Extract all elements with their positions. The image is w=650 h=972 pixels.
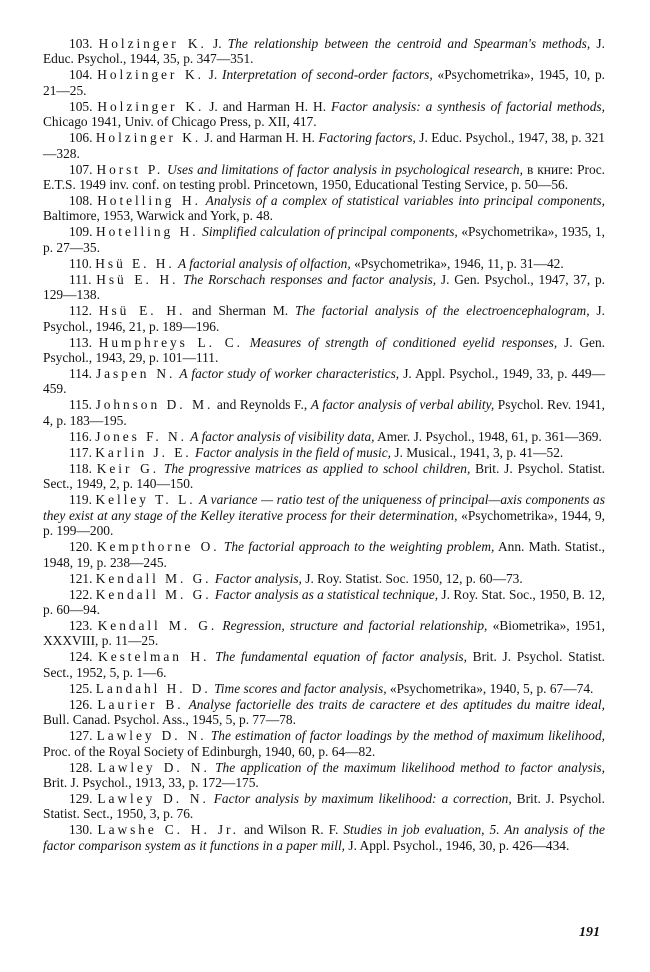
entry-title: A factorial analysis of olfaction, xyxy=(178,255,351,271)
entry-title: Factor analysis in the field of music, xyxy=(195,444,392,460)
entry-source: Psychol. Rev. 1941, 4, p. 183—195. xyxy=(43,397,605,428)
entry-title: The application of the maximum likelihood method to factor analysis, xyxy=(215,759,605,775)
entry-title: Factor analysis by maximum likelihood: a correction, xyxy=(213,790,512,806)
bibliography-entry xyxy=(43,272,605,303)
entry-title: The factorial analysis of the electroencephalogram, xyxy=(294,303,590,319)
entry-number: 121. xyxy=(69,570,93,586)
entry-number: 116. xyxy=(69,428,92,444)
entry-source: Brit. J. Psychol. Statist. Sect., 1949, 2, p. 140—150. xyxy=(43,460,605,492)
bibliography-entry xyxy=(43,303,605,334)
entry-author: Hsü E. H. xyxy=(96,271,179,287)
entry-title: Analysis of a complex of statistical variables into principal components, xyxy=(205,193,605,209)
entry-author: Humphreys L. C. xyxy=(98,334,243,350)
entry-number: 112. xyxy=(69,303,92,319)
entry-number: 111. xyxy=(69,271,92,287)
bibliography-entry xyxy=(43,397,605,428)
entry-number: 127. xyxy=(69,728,93,744)
entry-details: J. xyxy=(206,36,228,51)
entry-details xyxy=(243,335,250,350)
entry-source: Amer. J. Psychol., 1948, 61, p. 361—369. xyxy=(374,428,602,444)
entry-author: Horst P. xyxy=(96,161,164,177)
entry-title: A factor analysis of visibility data, xyxy=(190,428,375,444)
entry-source: Bull. Canad. Psychol. Ass., 1945, 5, p. 77—78. xyxy=(43,712,296,728)
entry-source: J. Educ. Psychol., 1947, 38, p. 321—328. xyxy=(43,130,605,161)
entry-source: «Psychometrika», 1946, 11, p. 31—42. xyxy=(350,255,564,271)
bibliography-entry xyxy=(43,429,605,444)
entry-author: Kendall M. G. xyxy=(95,570,212,586)
entry-source: Ann. Math. Statist., 1948, 19, p. 238—245. xyxy=(43,539,605,570)
entry-author: Kestelman H. xyxy=(98,649,210,665)
entry-number: 120. xyxy=(69,539,93,555)
bibliography-entry xyxy=(43,587,605,618)
entry-number: 110. xyxy=(69,255,92,271)
entry-number: 117. xyxy=(69,444,92,460)
entry-author: Kendall M. G. xyxy=(95,586,212,602)
entry-title: Factor analysis: a synthesis of factorial methods, xyxy=(330,98,605,114)
entry-author: Hotelling H. xyxy=(96,224,199,240)
bibliography-entry xyxy=(43,539,605,570)
entry-author: Karlin J. E. xyxy=(95,444,192,460)
entry-title: Uses and limitations of factor analysis in psychological research, xyxy=(167,161,523,177)
entry-source: Brit. J. Psychol. Statist. Sect., 1952, 5, p. 1—6. xyxy=(43,649,605,680)
entry-title: Studies in job evaluation, 5. An analysis of the factor comparison system as it functions in a paper mill, xyxy=(43,822,605,853)
entry-number: 106. xyxy=(69,130,93,146)
bibliography-entry xyxy=(43,571,605,586)
bibliography-entry xyxy=(43,366,605,397)
entry-details: J. and Harman H. H. xyxy=(204,98,331,114)
entry-title: Measures of strength of conditioned eyelid responses, xyxy=(249,334,558,350)
entry-author: Hsü E. H. xyxy=(95,255,175,271)
bibliography-entry xyxy=(43,130,605,161)
entry-number: 103. xyxy=(69,36,93,51)
entry-source: «Biometrika», 1951, XXXVIII, p. 11—25. xyxy=(43,617,605,649)
entry-title: The relationship between the centroid and Spearman's methods, xyxy=(227,36,591,51)
entry-author: Kempthorne O. xyxy=(96,539,220,555)
entry-number: 125. xyxy=(69,680,93,696)
bibliography-entry xyxy=(43,36,605,67)
entry-author: Lawley D. N. xyxy=(96,728,207,744)
bibliography-entry xyxy=(43,697,605,728)
entry-title: Interpretation of second-order factors, xyxy=(221,67,433,83)
bibliography-entry xyxy=(43,681,605,696)
entry-author: Landahl H. D. xyxy=(95,680,211,696)
entry-author: Keir G. xyxy=(96,460,160,476)
entry-author: Jones F. N. xyxy=(95,428,187,444)
entry-number: 122. xyxy=(69,586,93,602)
entry-number: 130. xyxy=(69,822,93,838)
entry-number: 104. xyxy=(69,67,93,83)
entry-author: Lawshe C. H. Jr. xyxy=(97,822,239,838)
bibliography-entry xyxy=(43,224,605,255)
entry-author: Hsü E. H. xyxy=(98,303,186,319)
entry-source: «Psychometrika», 1945, 10, p. 21—25. xyxy=(43,67,605,98)
bibliography-entry xyxy=(43,445,605,460)
entry-source: Chicago 1941, Univ. of Chicago Press, p. XII, 417. xyxy=(43,114,317,130)
entry-number: 113. xyxy=(69,334,92,350)
entry-source: Proc. of the Royal Society of Edinburgh, 1940, 60, p. 64—82. xyxy=(43,743,376,759)
entry-number: 123. xyxy=(69,617,93,633)
bibliography-entry xyxy=(43,335,605,366)
entry-number: 114. xyxy=(69,366,92,382)
entry-number: 109. xyxy=(69,224,93,240)
entry-title: The estimation of factor loadings by the method of maximum likelihood, xyxy=(210,728,605,744)
entry-number: 115. xyxy=(69,397,92,413)
entry-title: Regression, structure and factorial relationship, xyxy=(222,617,488,633)
entry-number: 128. xyxy=(69,759,93,775)
entry-source: J. Gen. Psychol., 1947, 37, p. 129—138. xyxy=(43,271,605,303)
entry-number: 119. xyxy=(69,492,92,508)
bibliography-entry xyxy=(43,99,605,130)
entry-title: Time scores and factor analysis, xyxy=(214,680,387,696)
entry-number: 105. xyxy=(69,98,93,114)
entry-author: Jaspen N. xyxy=(96,366,176,382)
entry-number: 129. xyxy=(69,790,93,806)
entry-source: J. Roy. Stat. Soc., 1950, B. 12, p. 60—94. xyxy=(43,586,605,617)
bibliography-entry xyxy=(43,256,605,271)
bibliography-entry xyxy=(43,162,605,193)
entry-title: The factorial approach to the weighting problem, xyxy=(223,539,495,555)
bibliography-entry xyxy=(43,760,605,791)
entry-source: J. Roy. Statist. Soc. 1950, 12, p. 60—73. xyxy=(301,570,523,586)
page-number: 191 xyxy=(579,925,600,940)
entry-number: 108. xyxy=(69,193,93,209)
entry-source: Baltimore, 1953, Warwick and York, p. 48. xyxy=(43,208,274,224)
entry-source: «Psychometrika», 1935, 1, p. 27—35. xyxy=(43,224,605,255)
entry-title: The Rorschach responses and factor analysis, xyxy=(183,271,437,287)
entry-author: Lawley D. N. xyxy=(97,790,209,806)
entry-source: J. Gen. Psychol., 1943, 29, p. 101—111. xyxy=(43,334,605,366)
entry-number: 124. xyxy=(69,649,93,665)
entry-author: Holzinger K. xyxy=(95,130,202,146)
entry-source: J. Appl. Psychol., 1946, 30, p. 426—434. xyxy=(345,837,570,853)
entry-source: Brit. J. Psychol., 1913, 33, p. 172—175. xyxy=(43,774,259,790)
entry-source: J. Appl. Psychol., 1949, 33, p. 449—459. xyxy=(43,366,605,397)
entry-title: The progressive matrices as applied to school children, xyxy=(163,460,471,476)
bibliography-entry xyxy=(43,822,605,853)
entry-source: J. Educ. Psychol., 1944, 35, p. 347—351. xyxy=(43,36,605,67)
entry-author: Kelley T. L. xyxy=(95,492,196,508)
entry-number: 118. xyxy=(69,460,92,476)
entry-title: Factor analysis as a statistical technique, xyxy=(214,586,439,602)
entry-title: Simplified calculation of principal components, xyxy=(202,224,458,240)
entry-title: A factor study of worker characteristics, xyxy=(179,366,400,382)
bibliography-entry xyxy=(43,193,605,224)
entry-details: J. and Harman H. H. xyxy=(201,130,319,146)
bibliography-entry xyxy=(43,618,605,649)
entry-source: «Psychometrika», 1940, 5, p. 67—74. xyxy=(386,680,594,696)
entry-title: The fundamental equation of factor analysis, xyxy=(215,649,467,665)
bibliography-list xyxy=(43,36,605,854)
entry-title: Analyse factorielle des traits de caractere et des aptitudes du maitre ideal, xyxy=(188,696,605,712)
entry-title: Factoring factors, xyxy=(318,130,416,146)
entry-source: Brit. J. Psychol. Statist. Sect., 1950, 3, p. 76. xyxy=(43,790,605,822)
entry-details: J. xyxy=(203,67,222,83)
entry-author: Laurier B. xyxy=(97,696,184,712)
entry-source: J. Psychol., 1946, 21, p. 189—196. xyxy=(43,303,605,334)
bibliography-entry xyxy=(43,791,605,822)
entry-author: Kendall M. G. xyxy=(97,617,218,633)
entry-title: A factor analysis of verbal ability, xyxy=(310,397,495,413)
entry-title: A variance — ratio test of the uniqueness of principal—axis components as they exist at any stage of the Kelley iterative process for their determination, xyxy=(43,492,605,523)
entry-number: 126. xyxy=(69,696,93,712)
entry-title: Factor analysis, xyxy=(214,570,302,586)
entry-details: and Sherman M. xyxy=(185,303,295,319)
entry-source: «Psychometrika», 1944, 9, p. 199—200. xyxy=(43,507,605,539)
entry-details: and Wilson R. F. xyxy=(238,822,344,838)
bibliography-entry xyxy=(43,461,605,492)
entry-author: Hotelling H. xyxy=(97,193,201,209)
entry-author: Holzinger K. xyxy=(97,98,205,114)
bibliography-entry xyxy=(43,492,605,538)
entry-author: Lawley D. N. xyxy=(97,759,210,775)
bibliography-entry xyxy=(43,649,605,680)
entry-source: в книге: Proc. E.T.S. 1949 inv. conf. on testing probl. Princetown, 1950, Educational Testing Service, p. 50—56. xyxy=(43,161,606,193)
entry-source: J. Musical., 1941, 3, p. 41—52. xyxy=(391,444,564,460)
entry-author: Johnson D. M. xyxy=(95,397,214,413)
bibliography-entry xyxy=(43,67,605,98)
entry-number: 107. xyxy=(69,161,93,177)
bibliography-entry xyxy=(43,728,605,759)
entry-author: Holzinger K. xyxy=(98,36,207,51)
entry-author: Holzinger K. xyxy=(97,67,204,83)
entry-details: and Reynolds F., xyxy=(213,397,311,413)
